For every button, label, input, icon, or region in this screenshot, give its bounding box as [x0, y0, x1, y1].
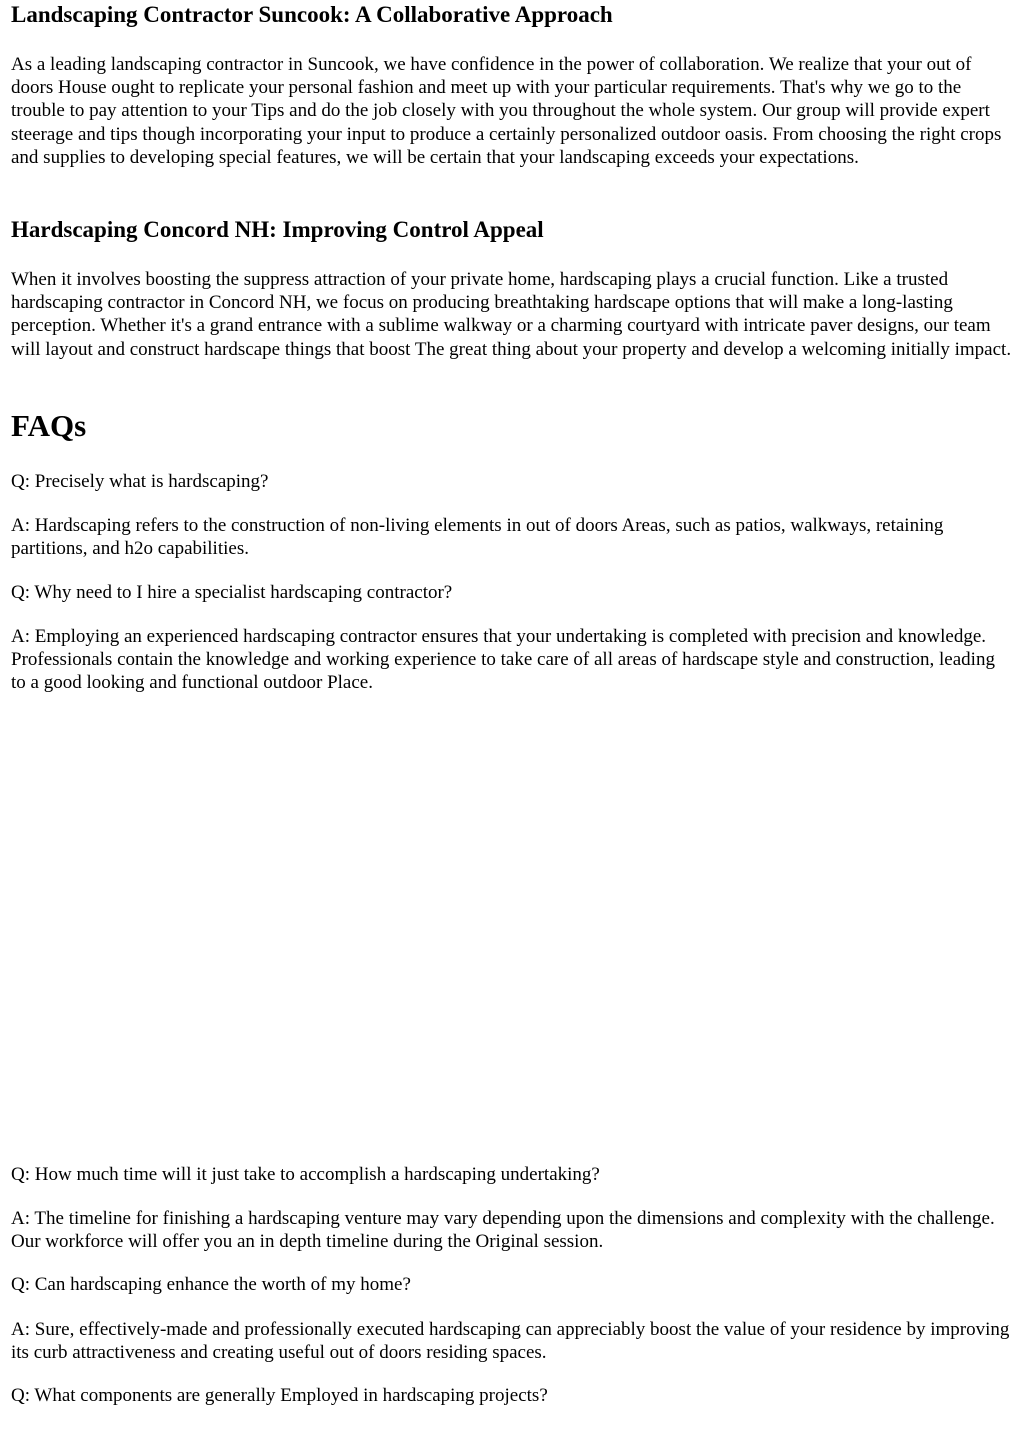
faq-question: Q: How much time will it just take to accomplish a hardscaping undertaking? — [11, 1164, 600, 1185]
faq-question: Q: Why need to I hire a specialist hardscaping contractor? — [11, 582, 453, 603]
faq-answer: A: Sure, effectively-made and professionally executed hardscaping can appreciably boost the value of your residence by improving its curb attractiveness and creating useful out of doors residing spaces. — [11, 1319, 1010, 1364]
faq-answer: A: Employing an experienced hardscaping contractor ensures that your undertaking is completed with precision and knowledge. Professionals contain the knowledge and working experience to take care of all areas of hardscape style and construction, leading to a good looking and functional outdoor Place. — [11, 626, 995, 694]
section-body-landscaping-suncook: As a leading landscaping contractor in Suncook, we have confidence in the power of collaboration. We realize that your out of doors House ought to replicate your personal fashion and meet up with your particular requirements. That's why we go to the trouble to pay attention to your Tips and do the job closely with you throughout the whole system. Our group will provide expert steerage and tips though incorporating your input to produce a certainly personalized outdoor oasis. From choosing the right crops and supplies to developing special features, we will be certain that your landscaping exceeds your expectations. — [11, 54, 1002, 168]
section-heading-landscaping-suncook: Landscaping Contractor Suncook: A Collaborative Approach — [11, 2, 613, 27]
section-body-hardscaping-concord: When it involves boosting the suppress attraction of your private home, hardscaping plays a crucial function. Like a trusted hardscaping contractor in Concord NH, we focus on producing breathtaking hardscape options that will make a long-lasting perception. Whether it's a grand entrance with a sublime walkway or a charming courtyard with intricate paver designs, our team will layout and construct hardscape things that boost The great thing about your property and develop a welcoming initially impact. — [11, 269, 1012, 360]
faq-question: Q: Precisely what is hardscaping? — [11, 471, 269, 492]
faq-heading: FAQs — [11, 408, 87, 443]
faq-answer: A: Hardscaping refers to the construction of non-living elements in out of doors Areas, such as patios, walkways, retaining partitions, and h2o capabilities. — [11, 515, 944, 560]
blank-spacer — [11, 700, 1013, 1160]
faq-question: Q: Can hardscaping enhance the worth of my home? — [11, 1274, 411, 1295]
faq-answer: A: The timeline for finishing a hardscaping venture may vary depending upon the dimensions and complexity with the challenge. Our workforce will offer you an in depth timeline during the Original session. — [11, 1208, 995, 1253]
section-heading-hardscaping-concord: Hardscaping Concord NH: Improving Control Appeal — [11, 217, 544, 242]
faq-question: Q: What components are generally Employed in hardscaping projects? — [11, 1385, 548, 1406]
